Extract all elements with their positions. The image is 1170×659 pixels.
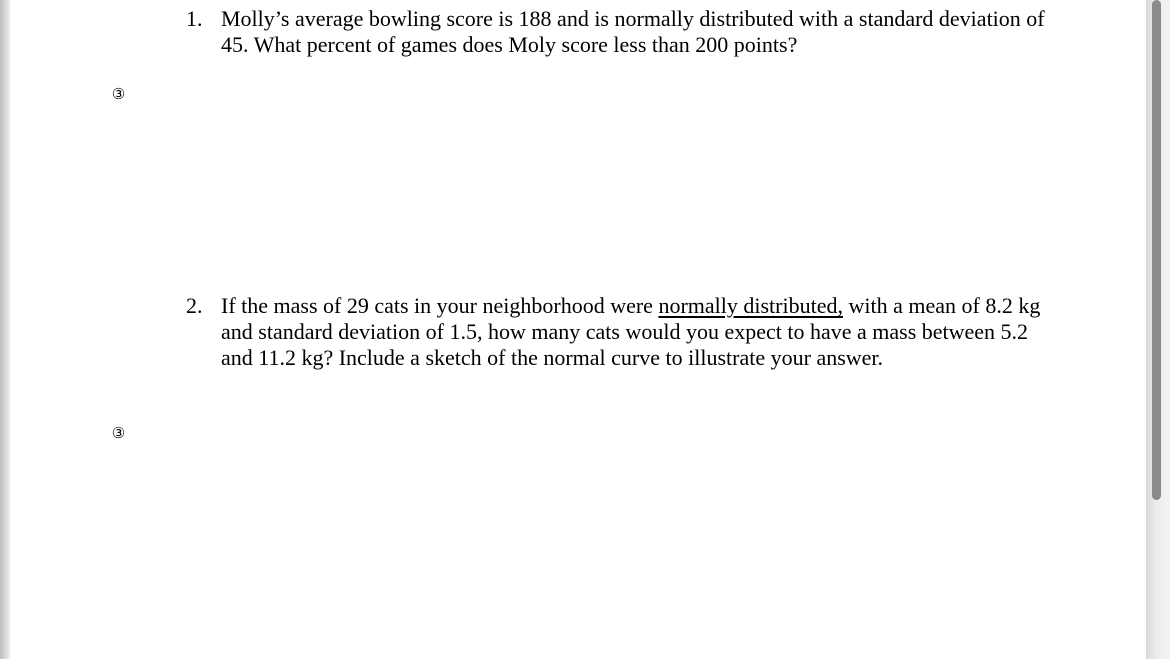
question-text-segment: with a mean of 8.2 kg [842, 293, 1041, 318]
scrollbar-thumb[interactable] [1152, 0, 1161, 500]
question-line: 45. What percent of games does Moly score less than 200 points? [221, 32, 798, 57]
question-line: and 11.2 kg? Include a sketch of the normal curve to illustrate your answer. [221, 345, 884, 370]
points-marker-q2: ③ [111, 424, 126, 442]
points-marker-q1: ③ [111, 85, 126, 103]
question-text [221, 6, 1081, 58]
question-line: and standard deviation of 1.5, how many cats would you expect to have a mass between 5.2 [221, 319, 1029, 344]
question-text-segment: If the mass of 29 cats in your neighborhood were [221, 293, 659, 318]
question-line [221, 293, 1081, 319]
question-text [221, 293, 1081, 371]
document-page [10, 0, 1146, 659]
question-number: 1. [186, 6, 203, 31]
left-page-edge [0, 0, 10, 659]
question-number: 2. [186, 293, 203, 318]
question-line: Molly’s average bowling score is 188 and is normally distributed with a standard deviation of [221, 6, 1045, 31]
underlined-phrase: normally distributed, [658, 293, 843, 318]
